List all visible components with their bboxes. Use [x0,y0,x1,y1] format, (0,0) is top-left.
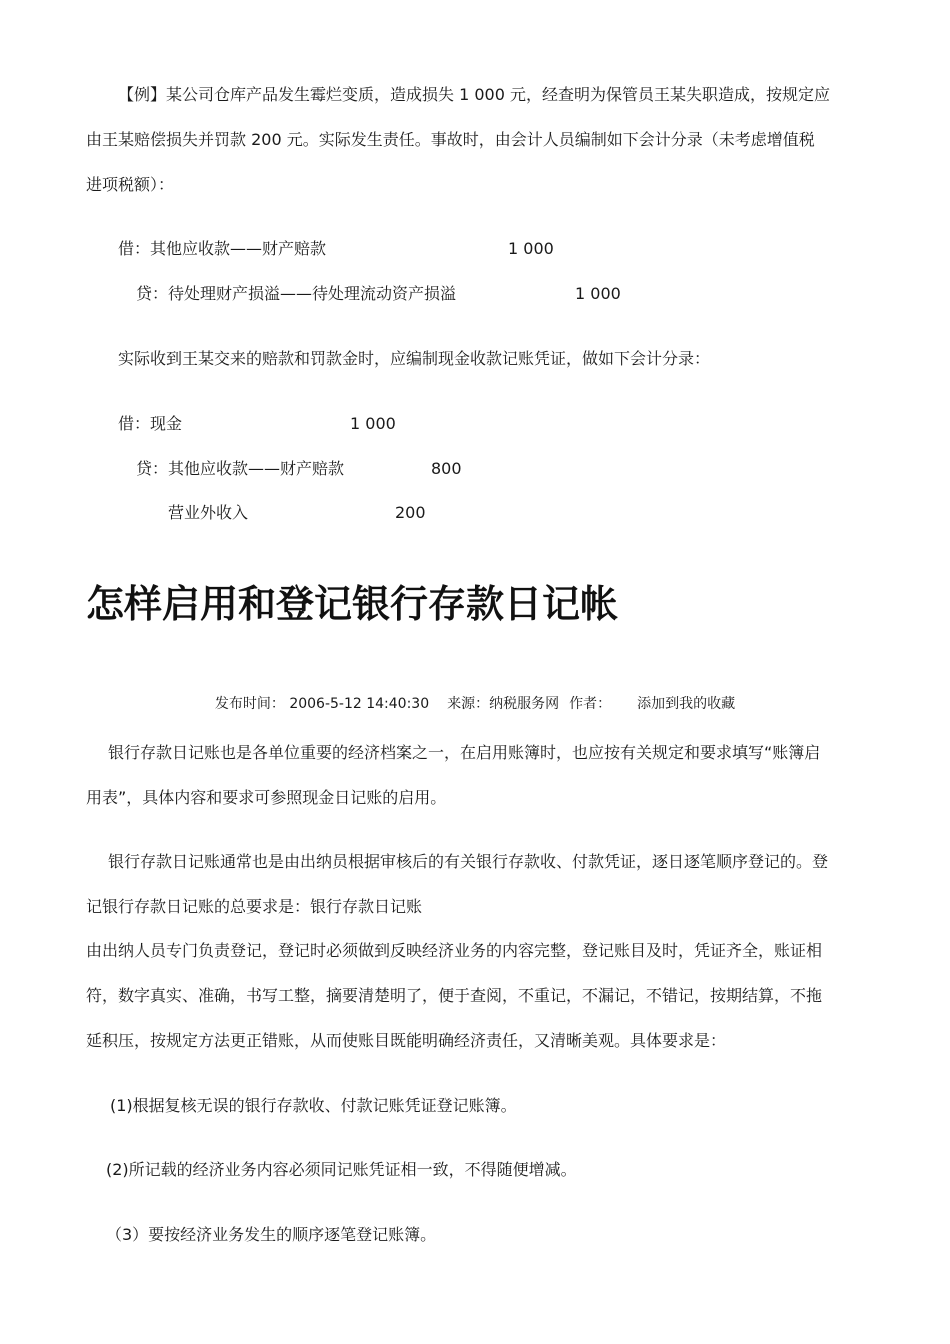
received-paragraph: 实际收到王某交来的赔款和罚款金时，应编制现金收款记账凭证，做如下会计分录： [118,349,711,368]
entry2-credit2-amount: 200 [395,503,426,522]
example-line-1: 【例】某公司仓库产品发生霉烂变质，造成损失 1 000 元，经查明为保管员王某失职造成，按规定应 [118,85,830,104]
p1-line-1: 银行存款日记账也是各单位重要的经济档案之一，在启用账簿时，也应按有关规定和要求填写“账簿启 [108,743,821,762]
article-source: 来源：纳税服务网 [447,696,560,712]
p1-line-2: 用表”，具体内容和要求可参照现金日记账的启用。 [86,788,447,807]
p2-line-1: 银行存款日记账通常也是由出纳员根据审核后的有关银行存款收、付款凭证，逐日逐笔顺序登记的。登 [108,852,829,871]
entry2-credit-amount: 800 [431,459,462,478]
article-title: 怎样启用和登记银行存款日记帐 [86,582,619,626]
entry2-debit-label: 借：现金 [118,414,183,433]
requirement-item-1: (1)根据复核无误的银行存款收、付款记账凭证登记账簿。 [110,1096,517,1115]
requirement-item-2: (2)所记载的经济业务内容必须同记账凭证相一致，不得随便增减。 [106,1160,577,1179]
entry2-debit-amount: 1 000 [350,414,396,433]
requirement-item-3: （3）要按经济业务发生的顺序逐笔登记账簿。 [106,1225,437,1244]
article-author: 作者： [569,696,612,712]
p3-line-1: 由出纳人员专门负责登记，登记时必须做到反映经济业务的内容完整，登记账目及时，凭证齐全，账证相 [86,941,823,960]
entry1-debit-amount: 1 000 [508,239,554,258]
add-favorite-link[interactable]: 添加到我的收藏 [637,696,736,712]
entry1-credit-label: 贷：待处理财产损溢——待处理流动资产损溢 [136,284,457,303]
publish-time: 发布时间： 2006-5-12 14:40:30 [214,696,430,712]
entry2-credit-label: 贷：其他应收款——财产赔款 [136,459,345,478]
example-line-2: 由王某赔偿损失并罚款 200 元。实际发生责任。事故时，由会计人员编制如下会计分录（未考虑增值税 [86,130,815,149]
entry1-debit-label: 借：其他应收款——财产赔款 [118,239,327,258]
p3-line-3: 延积压，按规定方法更正错账，从而使账目既能明确经济责任，又清晰美观。具体要求是： [86,1031,727,1050]
entry2-credit2-label: 营业外收入 [168,503,249,522]
article-meta [0,694,950,714]
entry1-credit-amount: 1 000 [575,284,621,303]
p2-line-2: 记银行存款日记账的总要求是：银行存款日记账 [86,897,423,916]
p3-line-2: 符，数字真实、准确，书写工整，摘要清楚明了，便于查阅，不重记，不漏记，不错记，按期结算，不拖 [86,986,823,1005]
example-line-3: 进项税额）： [86,175,175,194]
